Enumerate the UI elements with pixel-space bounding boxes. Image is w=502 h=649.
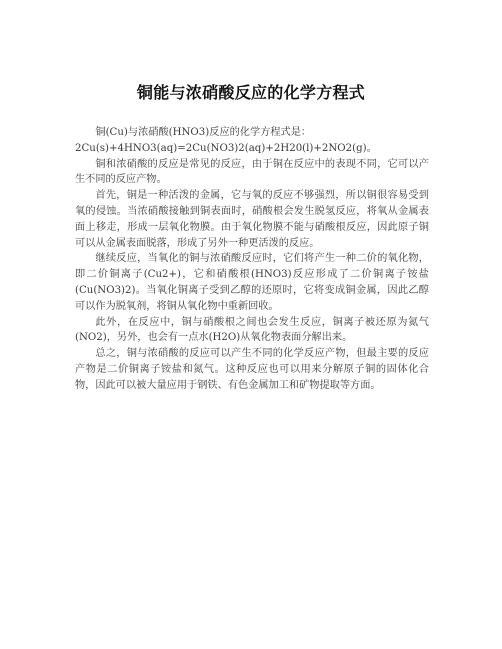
- paragraph-first: 首先，铜是一种活泼的金属，它与氧的反应不够强烈，所以铜很容易受到氧的侵蚀。当浓硝酸接触到铜表面时，硝酸根会发生脱氢反应，将氧从金属表面上移走，形成一层氧化物膜。由于氧化物膜不能与硝酸根反应，因此原子铜可以从金属表面脱落，形成了另外一种更活泼的反应。: [75, 190, 429, 249]
- paragraph-overview: 铜和浓硝酸的反应是常见的反应，由于铜在反应中的表现不同，它可以产生不同的反应产物。: [75, 158, 429, 186]
- document-body: [75, 125, 429, 394]
- paragraph-additionally: 此外，在反应中，铜与硝酸根之间也会发生反应，铜离子被还原为氮气(NO2)，另外，也会有一点水(H2O)从氧化物表面分解出来。: [75, 316, 429, 344]
- paragraph-continue: 继续反应，当氧化的铜与浓硝酸反应时，它们将产生一种二价的氧化物，即二价铜离子(Cu2+)，它和硝酸根(HNO3)反应形成了二价铜离子铵盐(Cu(NO3)2)。当氧化铜离子受到乙醇的还原时，它将变成铜金属，因此乙醇可以作为脱氧剂，将铜从氧化物中重新回收。: [75, 253, 429, 312]
- document-title: 铜能与浓硝酸反应的化学方程式: [136, 83, 366, 102]
- paragraph-intro: 铜(Cu)与浓硝酸(HNO3)反应的化学方程式是：: [95, 127, 312, 138]
- paragraph-equation: 2Cu(s)+4HNO3(aq)=2Cu(NO3)2(aq)+2H20(l)+2NO2(g)。: [75, 142, 377, 154]
- paragraph-summary: 总之，铜与浓硝酸的反应可以产生不同的化学反应产物，但最主要的反应产物是二价铜离子铵盐和氮气。这种反应也可以用来分解原子铜的固体化合物，因此可以被大量应用于钢铁、有色金属加工和矿物提取等方面。: [75, 348, 429, 391]
